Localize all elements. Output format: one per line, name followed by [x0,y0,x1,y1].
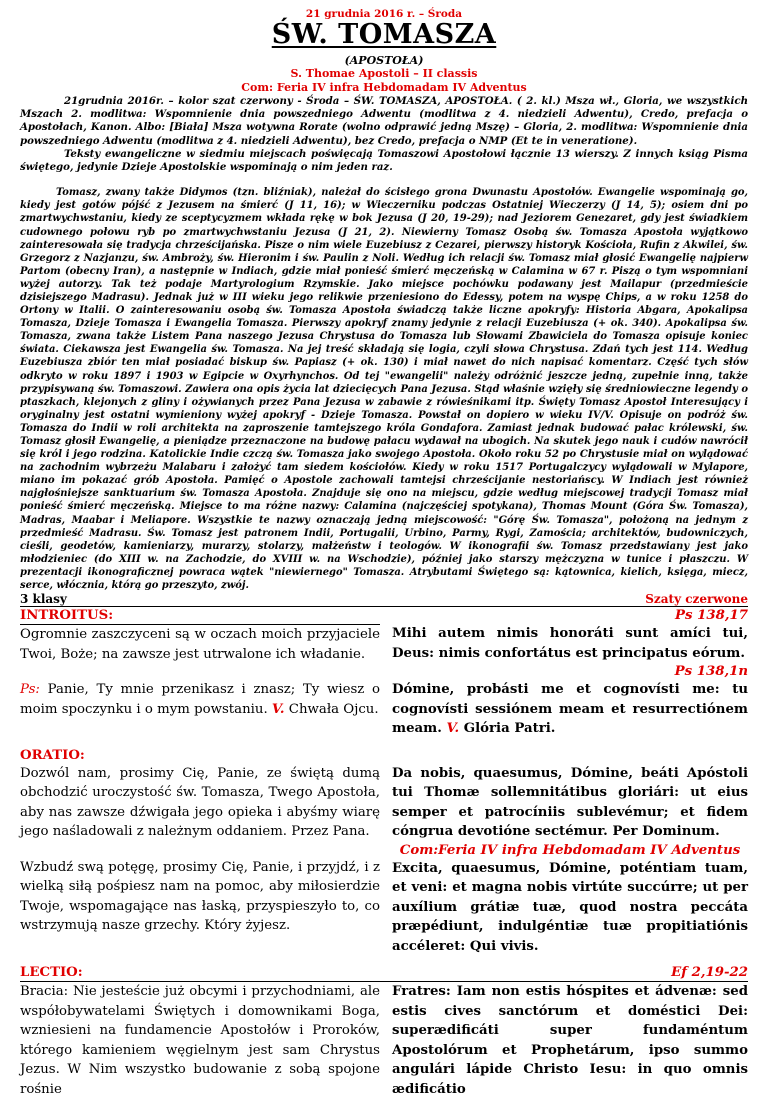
psalm-label: Ps: [20,682,40,698]
oratio-advent-la: Excita, quaesumus, Dómine, poténtiam tuam, et veni: et magna nobis virtúte succúrre; ut per auxílium grátiæ tuæ, quod nostra peccáta præpédiunt, indulgéntiæ tuæ propitiatiónis accéleret: Qui vivis. [392,860,748,954]
lectio-reference: Ef 2,19-22 [671,965,748,981]
saint-biography: Tomasz, zwany także Didymos (tzn. bliźniak), należał do ścisłego grona Dwunastu Apostołów. Ewangelie wspominają go, kiedy jest gotów pójść z Jezusem na śmierć (J 11, 16); w Wieczerniku podczas Ostatniej Wieczerzy (J 14, 5); osiem dni po zmartwychwstaniu, kiedy ze sceptycyzmem wkłada rękę w bok Jezusa (J 20, 19-29); nad Jeziorem Genezaret, gdy jest świadkiem cudownego połowu ryb po zmartwychwstaniu Jezusa (J 21, 2). Niewierny Tomasz Osobą św. Tomasza Apostoła wyjątkowo zainteresowała się tradycja chrześcijańska. Pisze o nim wiele Euzebiusz z Cezarei, pierwszy historyk Kościoła, Rufin z Akwilei, św. Grzegorz z Nazjanzu, św. Ambroży, św. Hieronim i św. Paulin z Noli. Według ich relacji św. Tomasz miał głosić Ewangelię najpierw Partom (obecny Iran), a następnie w Indiach, gdzie miał ponieść śmierć męczeńską w Calamina w 67 r. Piszą o tym wspomniani wyżej autorzy. Tak też podaje Martyrologium Rzymskie. Jako miejsce pochówku podawany jest Mailapur (przedmieście dzisiejszego Madrasu). Jednak już w III wieku jego relikwie przeniesiono do Edessy, potem na wyspę Chips, a w roku 1258 do Ortony w Italii. O zainteresowaniu osobą św. Tomasza Apostoła świadczą także liczne apokryfy: Historia Abgara, Apokalipsa Tomasza, Dzieje Tomasza i Ewangelia Tomasza. Pierwszy apokryf znamy jedynie z relacji Euzebiusza (+ ok. 340). Apokalipsa św. Tomasza, zwana także Listem Pana naszego Jezusa Chrystusa do Tomasza lub Słowami Zbawiciela do Tomasza opisuje koniec świata. Ciekawsza jest Ewangelia św. Tomasza. Na jej treść składają się logia, czyli słowa Chrystusa. Zdań tych jest 114. Według Euzebiusza zbiór ten miał posiadać biskup św. Papiasz (+ ok. 130) i miał nawet do nich napisać komentarz. Część tych słów odkryto w roku 1897 i 1903 w Egipcie w Oxyrhynchos. Od tej "ewangelii" należy odróżnić jeszcze jedną, zupełnie inną, także przypisywaną św. Tomaszowi. Zawiera ona opis życia lat dziecięcych Pana Jezusa. Stąd właśnie wzięły się średniowieczne legendy o ptaszkach, klejonych z gliny i ożywianych przez Pana Jezusa w zabawie z rówieśnikami itp. Święty Tomasz Apostoł Interesujący i oryginalny jest ostatni wymieniony wyżej apokryf - Dzieje Tomasza. Powstał on dopiero w wieku IV/V. Opisuje on podróż św. Tomasza do Indii w roli architekta na zaproszenie tamtejszego króla Gondafora. Zamiast jednak budować pałac królewski, św. Tomasz głosił Ewangelię, a pieniądze przeznaczone na budowę pałacu wydawał na ubogich. Na skutek jego nauk i cudów nawrócił się król i jego rodzina. Katolickie Indie czczą św. Tomasza jako swojego Apostoła. Około roku 52 po Chrystusie miał on wylądować na zachodnim wybrzeżu Malabaru i założyć tam siedem kościołów. Kiedy w roku 1517 Portugalczycy wylądowali w Mylapore, miano im pokazać grób Apostoła. Pamięć o Apostole zachowali tamtejsi chrześcijanie nestoriańscy. W Indiach jest również najgłośniejsze sanktuarium św. Tomasza Apostoła. Znajduje się ono na miejscu, gdzie według miejscowej tradycji Tomasz miał ponieść śmierć męczeńską. Miejsce to ma różne nazwy: Calamina (najczęściej spotykana), Thomas Mount (Góra Św. Tomasza), Madras, Maabar i Meliapore. Wszystkie te nazwy oznaczają jedną miejscowość: "Górę Św. Tomasza", położoną na jednym z przedmieść Madrasu. Św. Tomasz jest patronem Indii, Portugalii, Urbino, Parmy, Rygi, Zamościa; architektów, budowniczych, cieśli, geodetów, kamieniarzy, murarzy, stolarzy, małżeństw i teologów. W ikonografii św. Tomasz przedstawiany jest jako młodzieniec (do XIII w. na Zachodzie, do XVIII w. na Wschodzie), później jako starszy mężczyzna w tunice i płaszczu. W prezentacji ikonograficznej powraca wątek "niewiernego" Tomasza. Atrybutami Świętego są: kątownica, kielich, księga, miecz, serce, włócznia, którą go przeszyto, zwój. [20,187,748,592]
introit-reference: Ps 138,17 [674,608,748,624]
introit-psalm-la [392,680,748,739]
introit-psalm-pl [20,680,380,719]
lectio-text-la: Fratres: Iam non estis hóspites et ádvenæ: sed estis cives sanctórum et doméstici Dei: superædificáti super fundaméntum Apostolórum et Prophetárum, ipso summo angulári lápide Christo Iesu: in quo omnis ædificátio [392,984,748,1097]
oratio-section [20,747,748,957]
versicle-label-la: V. [446,721,460,737]
introit-label: INTROITUS: [20,608,114,624]
introit-section [20,607,748,739]
psalm-text-la: Dómine, probásti me et cognovísti me: tu cognovísti sessiónem meam et resurrectiónem meam. [392,682,748,737]
gloria-pl: Chwała Ojcu. [288,701,379,717]
oratio-text-pl: Dozwól nam, prosimy Cię, Panie, ze świętą dumą obchodzić uroczystość św. Tomasza, Twego Apostoła, aby nas zawsze dźwigała jego opieka i abyśmy wiarę jego naśladowali z należnym oddaniem. Przez Pana. [20,765,380,840]
gloria-la: Glória Patri. [463,721,556,737]
lectio-label: LECTIO: [20,965,83,981]
commemoration-line: Com: Feria IV infra Hebdomadam IV Adventus [241,81,527,94]
rubric-paragraph-1: 21grudnia 2016r. – kolor szat czerwony - Środa – ŚW. TOMASZA, APOSTOŁA. ( 2. kl.) Msza wł., Gloria, we wszystkich Mszach 2. modlitwa: Wspomnienie dnia powszedniego Adwentu (modlitwa z 4. niedzieli Adwentu), Credo, prefacja o Apostołach, Kanon. Albo: [Biała] Msza wotywna Rorate (wolno odprawić jedną Mszę) – Gloria, 2. modlitwa: Wspomnienie dnia powszedniego Adwentu (modlitwa z 4. niedzieli Adwentu), bez Credo, prefacja o NMP (Et te in veneratione). [20,95,748,147]
page-title: ŚW. TOMASZA [271,19,497,50]
introit-text-pl: Ogromnie zaszczyceni są w oczach moich przyjaciele Twoi, Boże; na zawsze jest utrwalone ich władanie. [20,627,380,662]
lectio-label-row [20,964,748,982]
latin-feast-name: S. Thomae Apostoli – II classis [290,67,478,80]
missal-page [20,0,748,1099]
introit-polish [20,607,380,739]
lectio-text-pl: Bracia: Nie jesteście już obcymi i przychodniami, ale współobywatelami Świętych i domownikami Boga, wzniesieni na fundamencie Apostołów i Proroków, którego kamieniem węgielnym jest sam Chrystus Jezus. W Nim wszystko budowanie z sobą spojone rośnie [20,984,380,1097]
introit-latin [392,607,748,739]
page-subtitle: (APOSTOŁA) [344,54,424,67]
rank-class: 3 klasy [20,592,67,607]
versicle-label: V. [271,701,285,717]
oratio-advent-pl: Wzbudź swą potęgę, prosimy Cię, Panie, i przyjdź, i z wielką siłą pośpiesz nam na pomoc, aby miłosierdzie Twoje, wspomagające nas łaską, przyspieszyło to, co wstrzymują nasze grzechy. Który żyjesz. [20,859,380,934]
oratio-label: ORATIO: [20,747,85,763]
rubric-paragraph-2: Teksty ewangeliczne w siedmiu miejscach poświęcają Tomaszowi Apostołowi łącznie 13 wierszy. Z innych ksiąg Pisma świętego, jedynie Dzieje Apostolskie wspominają o nim jeden raz. [20,147,748,174]
oratio-latin [392,747,748,957]
oratio-commemoration: Com:Feria IV infra Hebdomadam IV Adventus [399,842,741,858]
oratio-polish [20,747,380,957]
vestment-color: Szaty czerwone [645,592,748,607]
lectio-section [20,982,748,1099]
oratio-text-la: Da nobis, quaesumus, Dómine, beáti Apóstoli tui Thomæ sollemnitátibus gloriári: ut eius semper et patrocíniis sublevémur; et fidem cóngrua devotióne sectémur. Per Dominum. [392,765,748,840]
psalm-text-pl: Panie, Ty mnie przenikasz i znasz; Ty wiesz o moim spoczynku i o mym powstaniu. [20,682,380,717]
rubric-block [20,95,748,174]
introit-text-la: Mihi autem nimis honoráti sunt amíci tui, Deus: nimis confortátus est principatus eórum. [392,626,748,661]
introit-psalm-reference: Ps 138,1n [674,664,748,680]
introit-label-row [20,607,380,625]
date-line: 21 grudnia 2016 r. – Środa [305,8,463,20]
rank-row [20,592,748,607]
